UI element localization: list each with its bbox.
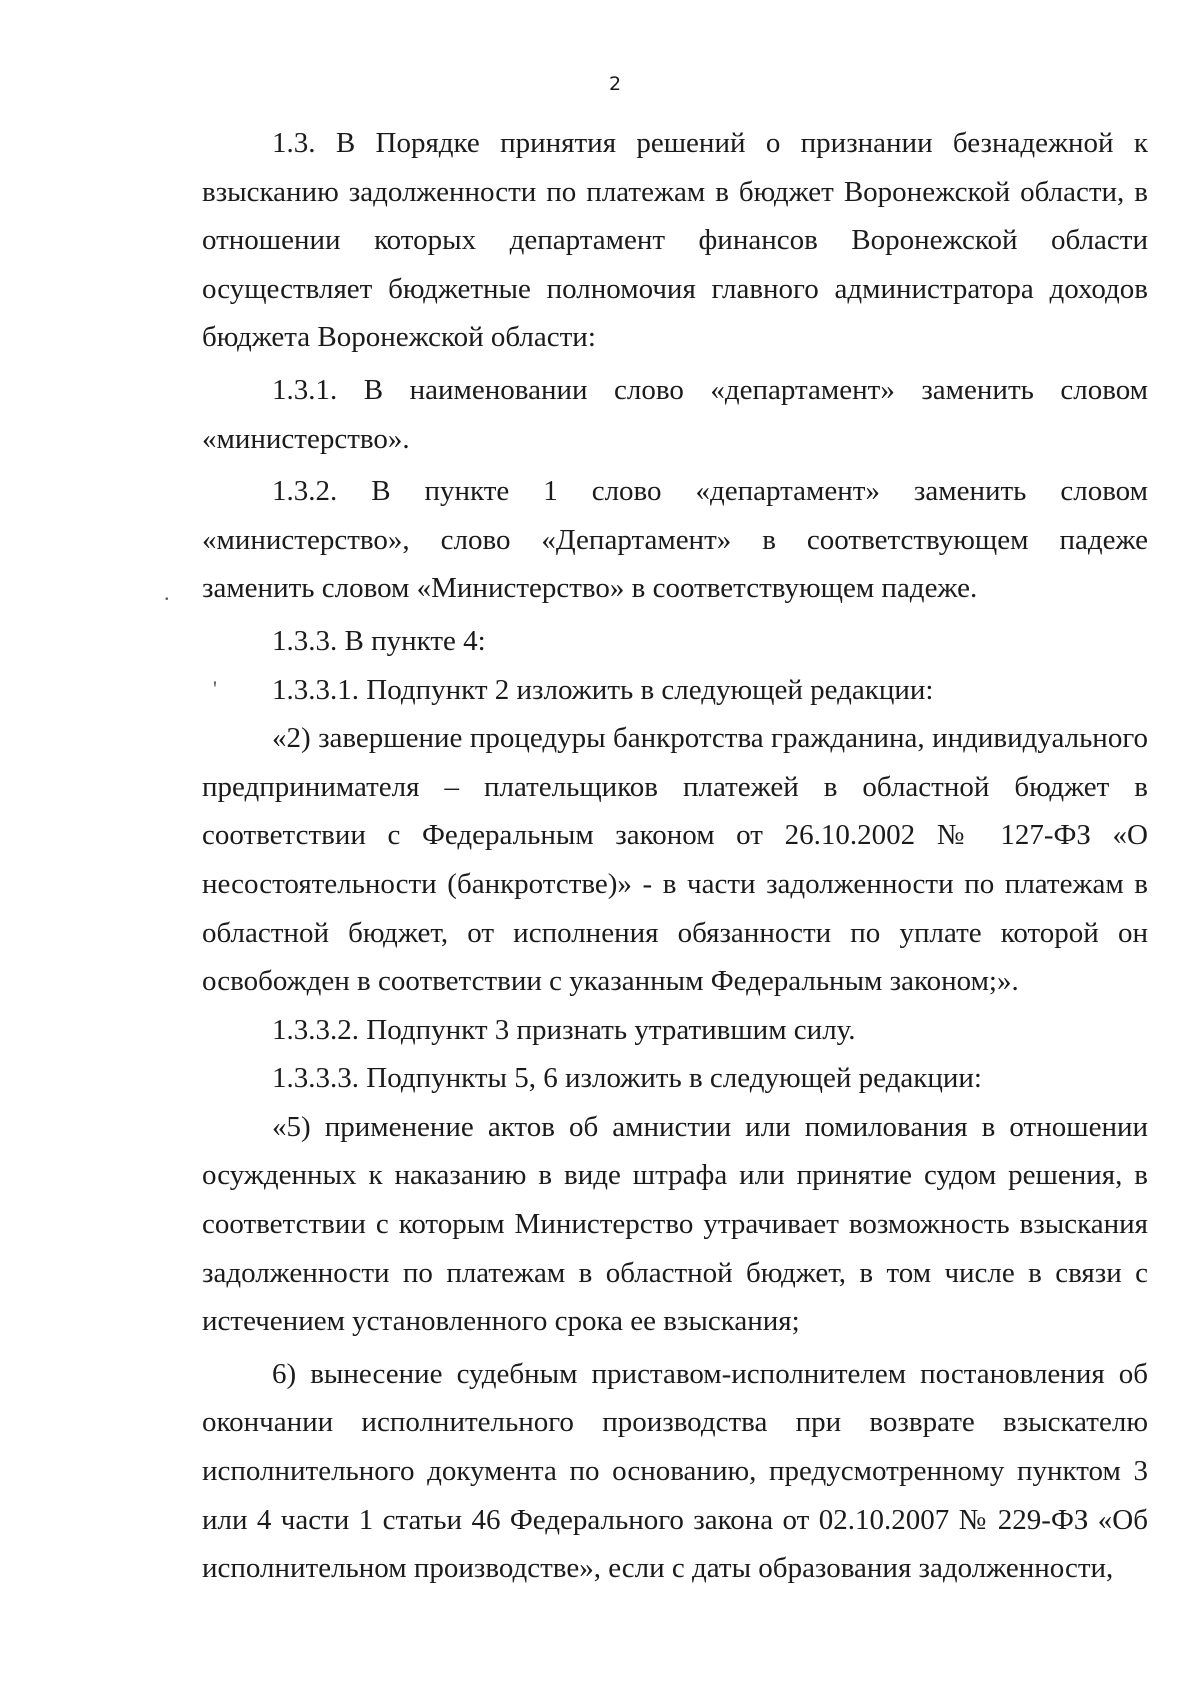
page-number: 2 xyxy=(608,73,622,95)
paragraph-1-3-1: 1.3.1. В наименовании слово «департамент» заменить словом «министерство». xyxy=(202,373,1148,455)
paragraph-subitem-2: «2) завершение процедуры банкротства гражданина, индивидуального предпринимателя – плательщиков платежей в областной бюджет в соответствии с Федеральным законом от 26.10.2002 № 127-ФЗ «О несостоятельности (банкротстве)» - в части задолженности по платежам в областной бюджет, от исполнения обязанности по уплате которой он освобожден в соответствии с указанным Федеральным законом;». xyxy=(202,722,1148,998)
paragraph-1-3-3-3: 1.3.3.3. Подпункты 5, 6 изложить в следующей редакции: xyxy=(272,1062,982,1095)
paragraph-1-3-2: 1.3.2. В пункте 1 слово «департамент» заменить словом «министерство», слово «Департамент» в соответствующем падеже заменить словом «Министерство» в соответствующем падеже. xyxy=(202,475,1148,605)
paragraph-subitem-6: 6) вынесение судебным приставом-исполнителем постановления об окончании исполнительного производства при возврате взыскателю исполнительного документа по основанию, предусмотренному пунктом 3 или 4 части 1 статьи 46 Федерального закона от 02.10.2007 № 229-ФЗ «Об исполнительном производстве», если с даты образования задолженности, xyxy=(202,1357,1148,1585)
document-body xyxy=(202,119,1148,1593)
paragraph-1-3-3-1: 1.3.3.1. Подпункт 2 изложить в следующей редакции: xyxy=(272,673,934,706)
paragraph-1-3-3-2: 1.3.3.2. Подпункт 3 признать утратившим силу. xyxy=(272,1013,856,1046)
paragraph-subitem-5: «5) применение актов об амнистии или помилования в отношении осужденных к наказанию в виде штрафа или принятие судом решения, в соответствии с которым Министерство утрачивает возможность взыскания задолженности по платежам в областной бюджет, в том числе в связи с истечением установленного срока ее взыскания; xyxy=(202,1110,1148,1338)
paragraph-1-3-3: 1.3.3. В пункте 4: xyxy=(272,624,486,657)
paragraph-1-3: 1.3. В Порядке принятия решений о признании безнадежной к взысканию задолженности по платежам в бюджет Воронежской области, в отношении которых департамент финансов Воронежской области осуществляет бюджетные полномочия главного администратора доходов бюджета Воронежской области: xyxy=(202,127,1148,354)
scan-speck: ' xyxy=(213,676,217,701)
scan-speck: . xyxy=(164,580,170,605)
